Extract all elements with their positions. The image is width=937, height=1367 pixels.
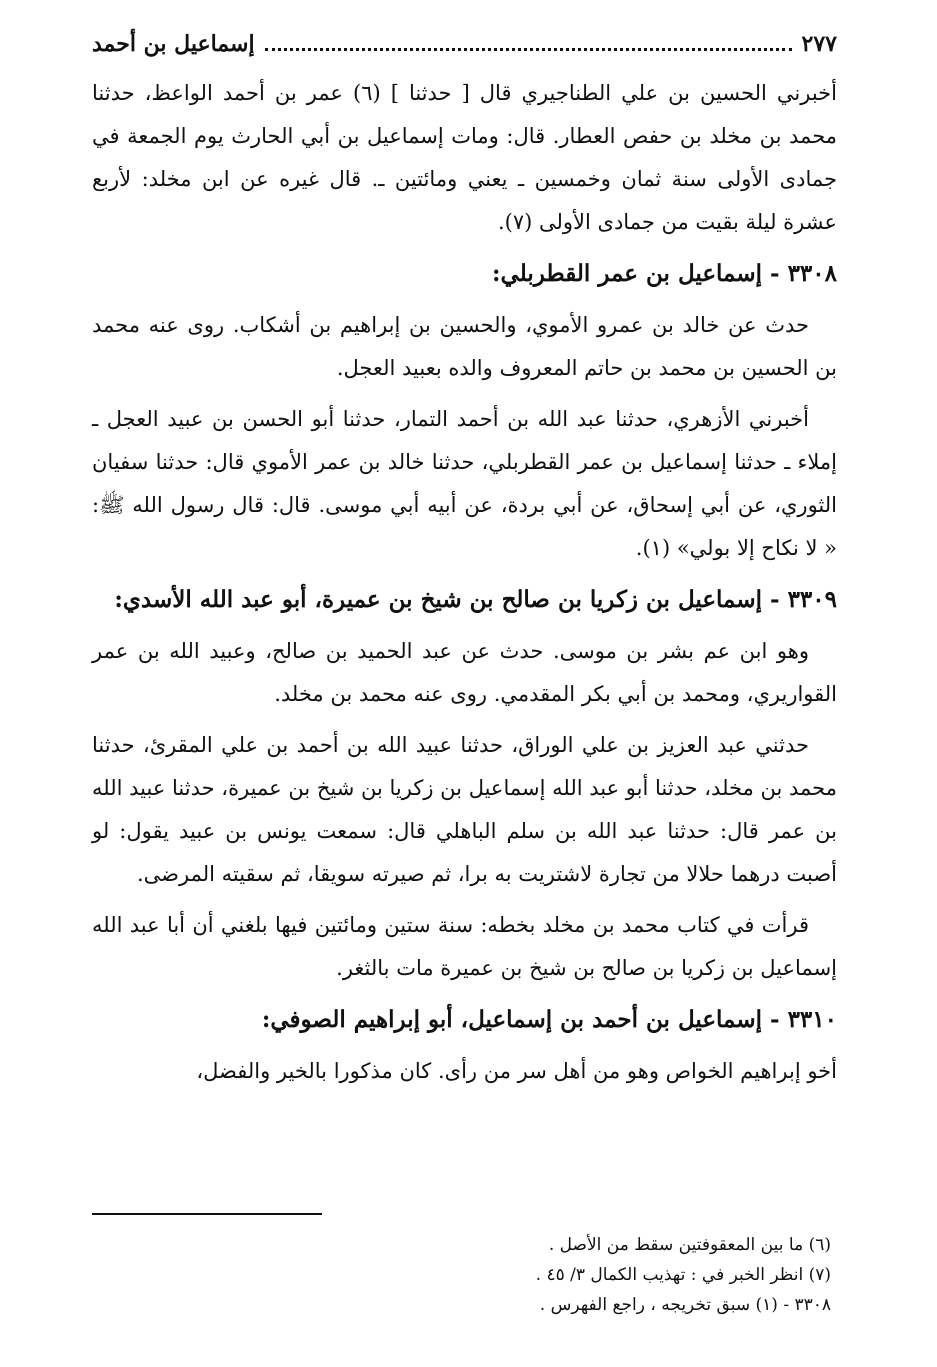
footnote-separator: [92, 1213, 322, 1215]
paragraph-2: حدث عن خالد بن عمرو الأموي، والحسين بن إبراهيم بن أشكاب. روى عنه محمد بن الحسين بن محمد بن حاتم المعروف والده بعبيد العجل.: [92, 313, 837, 380]
entry-heading-3309: ٣٣٠٩ - إسماعيل بن زكريا بن صالح بن شيخ بن عميرة، أبو عبد الله الأسدي:: [114, 586, 837, 613]
footnote-6: (٦) ما بين المعقوفتين سقط من الأصل .: [548, 1235, 831, 1255]
footnotes: [92, 1230, 837, 1320]
page-header: [92, 30, 837, 66]
paragraph-7: أخو إبراهيم الخواص وهو من أهل سر من رأى. كان مذكورا بالخير والفضل،: [196, 1059, 837, 1083]
paragraph-3: أخبرني الأزهري، حدثنا عبد الله بن أحمد التمار، حدثنا أبو الحسن بن عبيد العجل ـ إملاء ـ حدثنا إسماعيل بن عمر القطربلي، حدثنا خالد بن عمر الأموي قال: حدثنا سفيان الثوري، عن أبي إسحاق، عن أبي بردة، عن أبيه أبي موسى. قال: قال رسول الله ﷺ: « لا نكاح إلا بولي» (١).: [92, 407, 837, 560]
main-text: [92, 72, 837, 1101]
page-number: ٢٧٧: [801, 31, 837, 57]
paragraph-1: أخبرني الحسين بن علي الطناجيري قال [ حدثنا ] (٦) عمر بن أحمد الواعظ، حدثنا محمد بن مخلد بن حفص العطار. قال: ومات إسماعيل بن أبي الحارث يوم الجمعة في جمادى الأولى سنة ثمان وخمسين ـ يعني ومائتين ـ. قال غيره عن ابن مخلد: لأربع عشرة ليلة بقيت من جمادى الأولى (٧).: [92, 81, 837, 234]
footnote-7: (٧) انظر الخبر في : تهذيب الكمال ٣/ ٤٥ .: [535, 1265, 831, 1285]
entry-heading-3310: ٣٣١٠ - إسماعيل بن أحمد بن إسماعيل، أبو إبراهيم الصوفي:: [261, 1006, 837, 1033]
footnote-3308-1: ٣٣٠٨ - (١) سبق تخريجه ، راجع الفهرس .: [539, 1295, 831, 1315]
running-title: إسماعيل بن أحمد: [92, 31, 255, 57]
paragraph-4: وهو ابن عم بشر بن موسى. حدث عن عبد الحميد بن صالح، وعبيد الله بن عمر القواريري، ومحمد بن أبي بكر المقدمي. روى عنه محمد بن مخلد.: [92, 639, 837, 706]
paragraph-6: قرأت في كتاب محمد بن مخلد بخطه: سنة ستين ومائتين فيها بلغني أن أبا عبد الله إسماعيل بن زكريا بن صالح بن شيخ بن عميرة مات بالثغر.: [92, 913, 837, 980]
paragraph-5: حدثني عبد العزيز بن علي الوراق، حدثنا عبيد الله بن أحمد بن علي المقرئ، حدثنا محمد بن مخلد، حدثنا أبو عبد الله إسماعيل بن زكريا بن شيخ بن عميرة، حدثنا عبيد الله بن عمر قال: حدثنا عبد الله بن سلم الباهلي قال: سمعت يونس بن عبيد يقول: لو أصبت درهما حلالا من تجارة لاشتريت به برا، ثم صيرته سويقا، ثم سقيته المرضى.: [92, 733, 837, 886]
entry-heading-3308: ٣٣٠٨ - إسماعيل بن عمر القطربلي:: [492, 260, 837, 287]
header-leader-dots: [265, 30, 792, 51]
